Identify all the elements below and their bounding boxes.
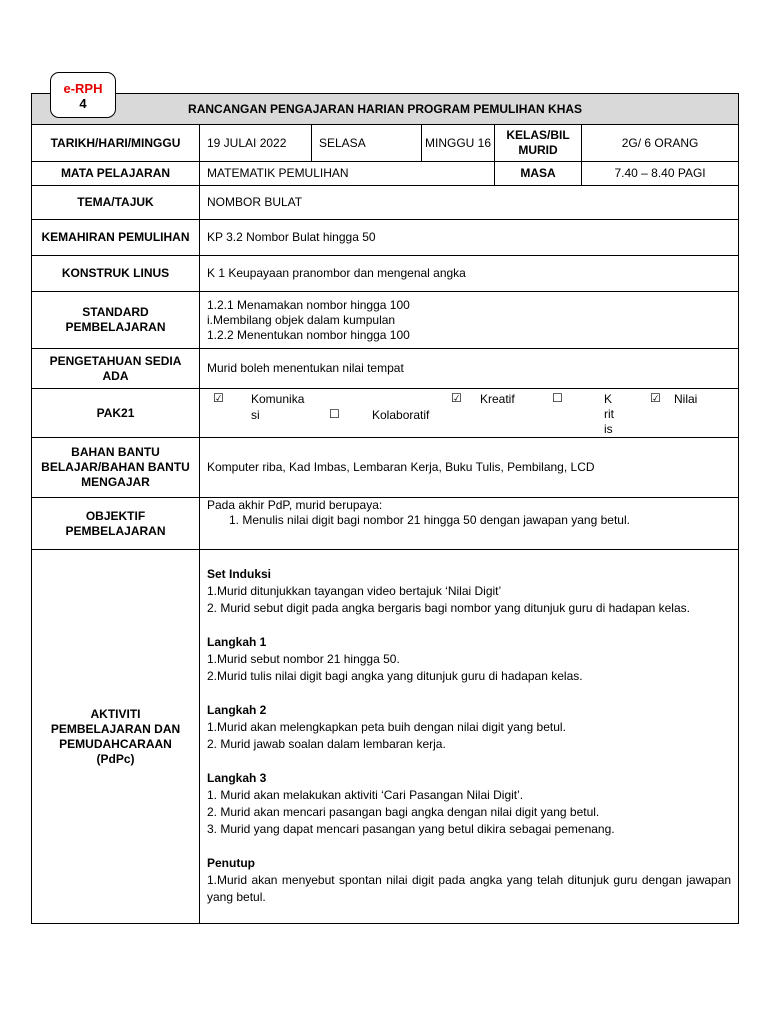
- standard-value: [200, 292, 739, 349]
- kreatif-label: Kreatif: [480, 392, 515, 406]
- kelas-value: 2G/ 6 ORANG: [582, 125, 739, 162]
- empty-box-icon: ☐: [552, 391, 563, 405]
- kritis-label-b: rit: [604, 407, 614, 421]
- objektif-item: 1. Menulis nilai digit bagi nombor 21 hingga 50 dengan jawapan yang betul.: [229, 513, 630, 527]
- pengetahuan-label: PENGETAHUAN SEDIA ADA: [32, 349, 200, 389]
- activity-line: 2. Murid sebut digit pada angka bergaris bagi nombor yang ditunjuk guru di hadapan kelas.: [207, 601, 690, 615]
- checked-box-icon: ☑: [213, 391, 224, 405]
- penutup-heading: Penutup: [207, 856, 255, 870]
- kolaboratif-label: Kolaboratif: [372, 408, 430, 422]
- komunikasi-label-b: si: [251, 408, 260, 422]
- konstruk-value: K 1 Keupayaan pranombor dan mengenal angka: [200, 256, 739, 292]
- activity-line: 2.Murid tulis nilai digit bagi angka yang ditunjuk guru di hadapan kelas.: [207, 669, 583, 683]
- activity-line: 1.Murid sebut nombor 21 hingga 50.: [207, 652, 400, 666]
- langkah-1-heading: Langkah 1: [207, 635, 267, 649]
- week-value: MINGGU 16: [422, 125, 495, 162]
- objektif-label: OBJEKTIF PEMBELAJARAN: [32, 498, 200, 550]
- rph-badge: [50, 72, 116, 118]
- set-induksi-heading: Set Induksi: [207, 567, 272, 581]
- masa-value: 7.40 – 8.40 PAGI: [582, 162, 739, 186]
- tarikh-label: TARIKH/HARI/MINGGU: [32, 125, 200, 162]
- langkah-3-heading: Langkah 3: [207, 771, 267, 785]
- bahan-value: Komputer riba, Kad Imbas, Lembaran Kerja, Buku Tulis, Pembilang, LCD: [200, 438, 739, 498]
- standard-label: STANDARD PEMBELAJARAN: [32, 292, 200, 349]
- objektif-value: [200, 498, 739, 550]
- empty-box-icon: ☐: [329, 407, 340, 421]
- lesson-plan-table: [31, 93, 739, 924]
- mata-pelajaran-value: MATEMATIK PEMULIHAN: [200, 162, 495, 186]
- komunikasi-label-a: Komunika: [251, 392, 305, 406]
- tema-label: TEMA/TAJUK: [32, 186, 200, 220]
- activity-line: 1.Murid akan menyebut spontan nilai digit pada angka yang telah ditunjuk guru dengan jawapan yang betul.: [207, 873, 732, 904]
- bahan-label: BAHAN BANTU BELAJAR/BAHAN BANTU MENGAJAR: [32, 438, 200, 498]
- pak21-label: PAK21: [32, 389, 200, 438]
- date-value: 19 JULAI 2022: [200, 125, 312, 162]
- kritis-label-a: K: [604, 392, 613, 406]
- aktiviti-label: AKTIVITI PEMBELAJARAN DAN PEMUDAHCARAAN (PdPc): [32, 550, 200, 924]
- standard-line: 1.2.1 Menamakan nombor hingga 100: [207, 297, 410, 312]
- kelas-label: KELAS/BIL MURID: [495, 125, 582, 162]
- kemahiran-label: KEMAHIRAN PEMULIHAN: [32, 220, 200, 256]
- checked-box-icon: ☑: [650, 391, 661, 405]
- day-value: SELASA: [312, 125, 422, 162]
- standard-line: i.Membilang objek dalam kumpulan: [207, 312, 396, 327]
- activity-line: 1.Murid ditunjukkan tayangan video bertajuk ‘Nilai Digit’: [207, 584, 502, 598]
- badge-label: e-RPH: [63, 81, 103, 96]
- standard-line: 1.2.2 Menentukan nombor hingga 100: [207, 327, 410, 342]
- kemahiran-value: KP 3.2 Nombor Bulat hingga 50: [200, 220, 739, 256]
- konstruk-label: KONSTRUK LINUS: [32, 256, 200, 292]
- activity-line: 1. Murid akan melakukan aktiviti ‘Cari Pasangan Nilai Digit’.: [207, 788, 524, 802]
- aktiviti-content: [200, 550, 739, 924]
- objektif-intro: Pada akhir PdP, murid berupaya:: [207, 498, 383, 512]
- nilai-label: Nilai: [674, 392, 698, 406]
- activity-line: 2. Murid akan mencari pasangan bagi angka dengan nilai digit yang betul.: [207, 805, 600, 819]
- badge-number: 4: [79, 96, 87, 111]
- pengetahuan-value: Murid boleh menentukan nilai tempat: [200, 349, 739, 389]
- document-title: RANCANGAN PENGAJARAN HARIAN PROGRAM PEMULIHAN KHAS: [32, 94, 739, 125]
- checked-box-icon: ☑: [451, 391, 462, 405]
- activity-line: 2. Murid jawab soalan dalam lembaran kerja.: [207, 737, 446, 751]
- kritis-label-c: is: [604, 422, 613, 436]
- masa-label: MASA: [495, 162, 582, 186]
- tema-value: NOMBOR BULAT: [200, 186, 739, 220]
- activity-line: 3. Murid yang dapat mencari pasangan yang betul dikira sebagai pemenang.: [207, 822, 615, 836]
- activity-line: 1.Murid akan melengkapkan peta buih dengan nilai digit yang betul.: [207, 720, 566, 734]
- pak21-options: [200, 389, 739, 438]
- langkah-2-heading: Langkah 2: [207, 703, 267, 717]
- mata-pelajaran-label: MATA PELAJARAN: [32, 162, 200, 186]
